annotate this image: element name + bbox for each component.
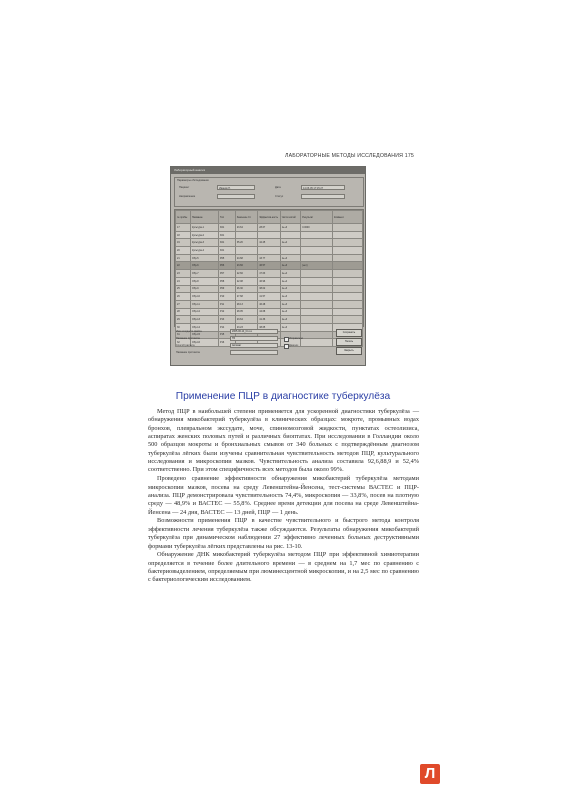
table-cell xyxy=(301,231,333,239)
publisher-logo[interactable]: Л xyxy=(420,764,440,784)
info-status-label: Статус xyxy=(275,195,284,198)
table-cell: K01 xyxy=(219,247,236,255)
table-cell: 1e+3 xyxy=(280,262,301,270)
table-cell: 42.25 xyxy=(258,239,280,247)
table-cell xyxy=(333,285,363,293)
info-date-label: Дата xyxy=(275,186,281,189)
table-cell xyxy=(280,247,301,255)
table-cell: Культура-3 xyxy=(190,239,218,247)
table-header-cell: Значение Ct xyxy=(235,211,257,224)
table-cell: Обр-8 xyxy=(190,277,218,285)
table-cell xyxy=(333,316,363,324)
table-cell xyxy=(333,277,363,285)
table-cell: 19 xyxy=(176,239,191,247)
table-cell: Обр-6 xyxy=(190,262,218,270)
table-cell: 35.20 xyxy=(235,239,257,247)
table-cell: 1e+3 xyxy=(280,293,301,301)
table-cell: Культура-2 xyxy=(190,231,218,239)
table-cell xyxy=(258,247,280,255)
figure-bottom-panel xyxy=(174,329,364,363)
table-cell: (нет) xyxy=(301,262,333,270)
table-cell: P09 xyxy=(219,285,236,293)
table-cell: K01 xyxy=(219,239,236,247)
table-header-cell: Результат xyxy=(301,211,333,224)
table-cell xyxy=(333,293,363,301)
table-cell: 29 xyxy=(176,316,191,324)
table-cell: Обр-15 xyxy=(190,331,218,339)
figure-info-panel xyxy=(174,177,364,207)
bottom-field3-label: Способ расчета xyxy=(176,344,195,347)
table-cell: 25 xyxy=(176,285,191,293)
table-cell: 1e+3 xyxy=(280,323,301,331)
table-cell: 28.67 xyxy=(258,224,280,232)
table-cell: 1e+3 xyxy=(280,316,301,324)
table-cell: P10 xyxy=(219,293,236,301)
figure-save-button: Сохранить xyxy=(336,329,362,337)
figure-print-button: Печать xyxy=(336,338,362,346)
info-row2-label: Направление xyxy=(179,195,196,198)
table-row xyxy=(176,262,363,270)
table-cell: 1e+4 xyxy=(280,239,301,247)
table-cell: 23.64 xyxy=(235,224,257,232)
table-row xyxy=(176,231,363,239)
table-cell: 38.02 xyxy=(258,285,280,293)
table-row xyxy=(176,293,363,301)
table-cell: 0.0000 xyxy=(301,224,333,232)
table-row xyxy=(176,316,363,324)
table-cell: 27 xyxy=(176,300,191,308)
table-cell: 26 xyxy=(176,293,191,301)
info-row1-field: Иванов П. xyxy=(217,185,255,190)
bottom-check1-label: Исправлено xyxy=(289,337,304,340)
table-header-cell: № пробы xyxy=(176,211,191,224)
table-cell xyxy=(301,308,333,316)
table-cell: 27.68 xyxy=(235,293,257,301)
table-cell xyxy=(235,231,257,239)
table-cell xyxy=(333,254,363,262)
table-cell: 20 xyxy=(176,247,191,255)
table-cell xyxy=(301,277,333,285)
table-cell xyxy=(333,300,363,308)
table-cell: 28.13 xyxy=(235,300,257,308)
info-group-label: Параметры обследования xyxy=(177,179,209,182)
table-row xyxy=(176,277,363,285)
paragraph: Метод ПЦР в наибольшей степени применяется для ускоренной диагностики туберкулёза — обнаружения микобактерий туберкулёза в клинических образцах: мокроте, промывных водах бронхов, плевральном экссудате, моче, спинномозговой жидкости, пунктатах остеолизиса, аспиратах женских половых путей и различных биоптатах. При исследовании в Голландии около 500 образцов мокроты и бронхиальных смывов от 340 больных с подтверждённым диагнозом туберкулёза лёгких были изучены сравнительная чувствительность методов ПЦР, культурального исследования и микроскопии мазков. Чувствительность анализа составила 92,6,88,9 и 52,4% соответственно. При этом специфичность всех методов была около 99%. xyxy=(148,408,419,474)
table-row xyxy=(176,247,363,255)
table-cell: P12 xyxy=(219,308,236,316)
table-cell: 47.63 xyxy=(258,270,280,278)
table-cell: 24 xyxy=(176,277,191,285)
table-cell xyxy=(301,300,333,308)
table-cell: 43.77 xyxy=(258,254,280,262)
running-head: ЛАБОРАТОРНЫЕ МЕТОДЫ ИССЛЕДОВАНИЯ 175 xyxy=(285,153,414,159)
table-cell: P13 xyxy=(219,316,236,324)
table-cell xyxy=(301,247,333,255)
table-cell: Культура-1 xyxy=(190,224,218,232)
table-header-cell: Название xyxy=(190,211,218,224)
table-cell: Обр-16 xyxy=(190,339,218,347)
table-cell: 18 xyxy=(176,231,191,239)
table-cell: P07 xyxy=(219,270,236,278)
paragraph: Проведено сравнение эффективности обнаружения микобактерий туберкулёза методами микроскопии мазков, посева на среду Левенштейна-Йенсена, тест-системы ВАСТЕС и ПЦР-анализа. ПЦР демонстрировала чувствительность 74,4%, микроскопия — 33,8%, посев на плотную среду — 48,9% и ВАСТЕС — 55,8%. Среднее время детекции для посева на среде Левенштейна-Йенсена — 24 дня, ВАСТЕС — 13 дней, ПЦР — 1 день. xyxy=(148,475,419,516)
info-row1-label: Пациент xyxy=(179,186,190,189)
table-cell xyxy=(333,224,363,232)
table-cell xyxy=(301,285,333,293)
table-cell: 23.66 xyxy=(235,262,257,270)
table-cell: Обр-11 xyxy=(190,300,218,308)
info-date-field: 14.06.05 17:15:27 xyxy=(301,185,345,190)
table-cell: 44.68 xyxy=(258,308,280,316)
table-cell: P06 xyxy=(219,262,236,270)
table-cell xyxy=(333,231,363,239)
table-cell: 23.64 xyxy=(235,316,257,324)
table-cell: 22.66 xyxy=(235,270,257,278)
bottom-field4-label: Название протокола xyxy=(176,351,200,354)
table-cell: 1e+3 xyxy=(280,308,301,316)
table-cell: P14 xyxy=(219,323,236,331)
table-cell: 1e+4 xyxy=(280,277,301,285)
table-cell xyxy=(333,239,363,247)
table-cell xyxy=(235,247,257,255)
table-cell: 41.57 xyxy=(258,293,280,301)
table-cell xyxy=(280,231,301,239)
table-cell: 31 xyxy=(176,331,191,339)
table-row xyxy=(176,300,363,308)
table-header-cell: Тип xyxy=(219,211,236,224)
table-cell xyxy=(333,270,363,278)
table-row xyxy=(176,270,363,278)
table-row xyxy=(176,224,363,232)
bottom-field2-label: Название протокола xyxy=(176,337,200,340)
table-cell: Обр-7 xyxy=(190,270,218,278)
software-screenshot-figure xyxy=(170,166,366,366)
section-heading: Применение ПЦР в диагностике туберкулёза xyxy=(175,391,391,402)
table-cell xyxy=(301,316,333,324)
table-cell: Обр-5 xyxy=(190,254,218,262)
table-cell: Обр-9 xyxy=(190,285,218,293)
table-cell: 38.65 xyxy=(258,323,280,331)
bottom-field1-label: Имя исходного файла xyxy=(176,330,202,333)
table-cell xyxy=(333,247,363,255)
figure-close-button: Закрыть xyxy=(336,347,362,355)
table-row xyxy=(176,285,363,293)
info-row2-field xyxy=(217,194,255,199)
table-cell: 41.36 xyxy=(258,316,280,324)
table-cell: 1e+3 xyxy=(280,224,301,232)
table-row xyxy=(176,239,363,247)
body-text xyxy=(148,408,419,585)
bottom-field4 xyxy=(230,350,278,355)
table-cell xyxy=(301,254,333,262)
table-cell: P16 xyxy=(219,339,236,347)
table-cell: 26.30 xyxy=(235,285,257,293)
table-header-cell: Эффектив-ность xyxy=(258,211,280,224)
table-cell xyxy=(301,239,333,247)
table-cell: Обр-10 xyxy=(190,293,218,301)
bottom-field3: Автомат xyxy=(230,343,278,348)
figure-window-title: Лабораторный анализ xyxy=(171,167,365,174)
table-cell: K01 xyxy=(219,224,236,232)
paragraph: Возможности применения ПЦР в качестве чувствительного и быстрого метода контроля эффективности лечения туберкулёза также обсуждаются. Результаты обнаружения микобактерий туберкулёза при динамическом наблюдении 27 эффективно леченных больных деструктивными формами туберкулёза лёгких представлены на рис. 13-10. xyxy=(148,517,419,550)
table-cell: 32 xyxy=(176,339,191,347)
table-cell xyxy=(301,293,333,301)
table-cell: Обр-12 xyxy=(190,308,218,316)
table-cell: P08 xyxy=(219,277,236,285)
table-header-cell: Коммент. xyxy=(333,211,363,224)
table-cell: 1e+4 xyxy=(280,270,301,278)
table-row xyxy=(176,308,363,316)
table-header-cell: Число копий xyxy=(280,211,301,224)
table-cell: 46.28 xyxy=(258,300,280,308)
table-cell: 23 xyxy=(176,270,191,278)
table-cell: 30 xyxy=(176,323,191,331)
table-row xyxy=(176,254,363,262)
table-cell: 46.57 xyxy=(258,262,280,270)
table-cell: 17 xyxy=(176,224,191,232)
table-cell xyxy=(333,262,363,270)
table-cell: Обр-13 xyxy=(190,316,218,324)
table-cell: P11 xyxy=(219,300,236,308)
table-cell xyxy=(258,231,280,239)
table-cell: K01 xyxy=(219,231,236,239)
bottom-check2-label: Диагноз xyxy=(289,344,299,347)
table-cell: P15 xyxy=(219,331,236,339)
table-cell: Культура-4 xyxy=(190,247,218,255)
table-cell: 22.08 xyxy=(235,277,257,285)
paragraph: Обнаружение ДНК микобактерий туберкулёза методом ПЦР при эффективной химиотерапии определяется в течение более длительного времени — в среднем на 1,7 мес по сравнению с бактериовыделением, определяемым при люминесцентной микроскопии, и на 2,5 мес по сравнению с бактериологическим исследованием. xyxy=(148,551,419,584)
table-cell: 28 xyxy=(176,308,191,316)
table-cell xyxy=(301,270,333,278)
table-cell: 28.05 xyxy=(235,308,257,316)
info-status-field xyxy=(301,194,345,199)
table-cell: 1e+3 xyxy=(280,285,301,293)
table-cell: 46.96 xyxy=(258,277,280,285)
table-cell xyxy=(333,308,363,316)
table-cell: 1e+3 xyxy=(280,300,301,308)
table-cell: P05 xyxy=(219,254,236,262)
table-cell: 21 xyxy=(176,254,191,262)
bottom-field1: 2005-06-14_Ct.rex xyxy=(230,329,278,334)
table-cell: 23.23 xyxy=(235,323,257,331)
bottom-field2: ТБ xyxy=(230,336,278,341)
table-cell: 1e+3 xyxy=(280,254,301,262)
table-cell: Обр-14 xyxy=(190,323,218,331)
table-cell: 24.68 xyxy=(235,254,257,262)
table-cell: 22 xyxy=(176,262,191,270)
